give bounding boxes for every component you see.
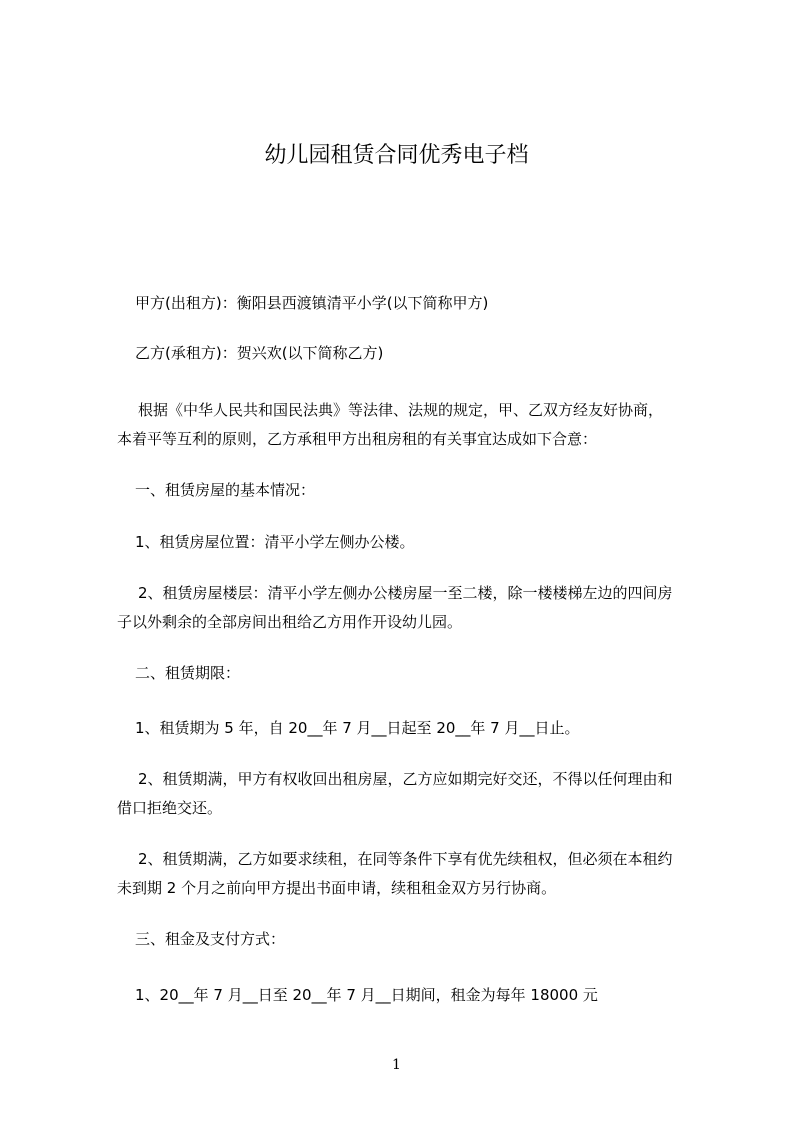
paragraph-line: 借口拒绝交还。 — [117, 799, 223, 817]
clause-3-1 — [117, 981, 717, 1010]
paragraph-line: 2、租赁期满，甲方有权收回出租房屋，乙方应如期完好交还，不得以任何理由和 — [138, 770, 673, 788]
paragraph-line: 本着平等互利的原则，乙方承租甲方出租房租的有关事宜达成如下合意： — [117, 430, 598, 448]
clause-2-2 — [117, 765, 717, 823]
paragraph-line: 三、租金及支付方式： — [135, 930, 286, 948]
paragraph-line: 根据《中华人民共和国民法典》等法律、法规的规定，甲、乙双方经友好协商， — [138, 401, 664, 419]
section-heading-1 — [117, 476, 717, 505]
clause-1-2 — [117, 579, 717, 637]
preamble-paragraph — [117, 396, 717, 454]
party-a-paragraph — [117, 289, 717, 318]
section-heading-3 — [117, 925, 717, 954]
paragraph-line: 未到期 2 个月之前向甲方提出书面申请，续租租金双方另行协商。 — [117, 879, 557, 897]
document-title: 幼儿园租赁合同优秀电子档 — [264, 143, 529, 168]
paragraph-line: 一、租赁房屋的基本情况： — [135, 481, 316, 499]
clause-2-3 — [117, 845, 717, 903]
paragraph-line: 2、租赁期满，乙方如要求续租，在同等条件下享有优先续租权，但必须在本租约 — [138, 850, 673, 868]
paragraph-line: 1、20__年 7 月__日至 20__年 7 月__日期间，租金为每年 18000 元 — [135, 986, 598, 1004]
party-b-paragraph — [117, 339, 717, 368]
paragraph-line: 2、租赁房屋楼层：清平小学左侧办公楼房屋一至二楼，除一楼楼梯左边的四间房 — [138, 584, 673, 602]
clause-2-1 — [117, 714, 717, 743]
page-number: 1 — [392, 1057, 401, 1073]
paragraph-line: 二、租赁期限： — [135, 664, 241, 682]
paragraph-line: 甲方(出租方)：衡阳县西渡镇清平小学(以下简称甲方) — [135, 294, 489, 312]
paragraph-line: 1、租赁房屋位置：清平小学左侧办公楼。 — [135, 533, 415, 551]
paragraph-line: 乙方(承租方)：贺兴欢(以下简称乙方) — [135, 344, 384, 362]
paragraph-line: 子以外剩余的全部房间出租给乙方用作开设幼儿园。 — [117, 613, 463, 631]
paragraph-line: 1、租赁期为 5 年，自 20__年 7 月__日起至 20__年 7 月__日止。 — [135, 719, 580, 737]
clause-1-1 — [117, 528, 717, 557]
section-heading-2 — [117, 659, 717, 688]
